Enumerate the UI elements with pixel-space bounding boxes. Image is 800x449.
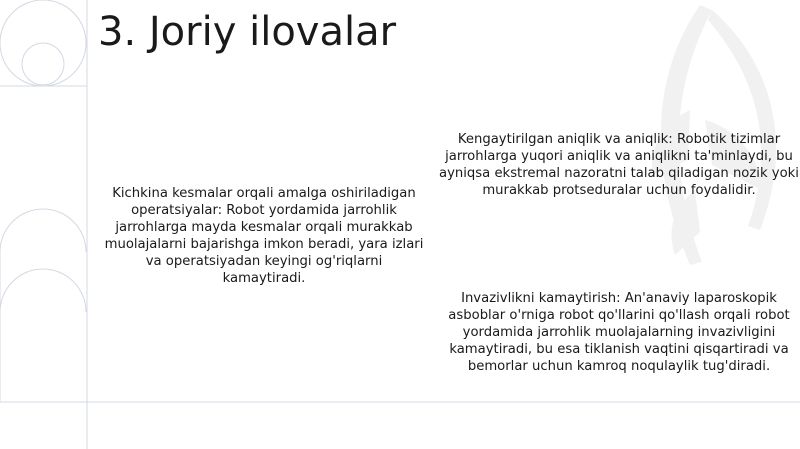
paragraph-reduced-invasiveness: Invazivlikni kamaytirish: An'anaviy laparoskopik asboblar o'rniga robot qo'llarini qo'llash orqali robot yordamida jarrohlik muolajalarning invazivligini kamaytiradi, bu esa tiklanish vaqtini qisqartiradi va bemorlar uchun kamroq noqulaylik tug'diradi. bbox=[448, 291, 790, 374]
slide-title: 3. Joriy ilovalar bbox=[98, 9, 397, 55]
paragraph-enhanced-precision: Kengaytirilgan aniqlik va aniqlik: Robotik tizimlar jarrohlarga yuqori aniqlik va aniqlikni ta'minlaydi, bu ayniqsa ekstremal nazoratni talab qiladigan nozik yoki murakkab protseduralar uchun foydalidir. bbox=[439, 132, 799, 198]
paragraph-small-incisions: Kichkina kesmalar orqali amalga oshiriladigan operatsiyalar: Robot yordamida jarrohlik jarrohlarga mayda kesmalar orqali murakkab muolajalarni bajarishga imkon beradi, yara izlari va operatsiyadan keyingi og'riqlarni kamaytiradi. bbox=[104, 186, 424, 286]
